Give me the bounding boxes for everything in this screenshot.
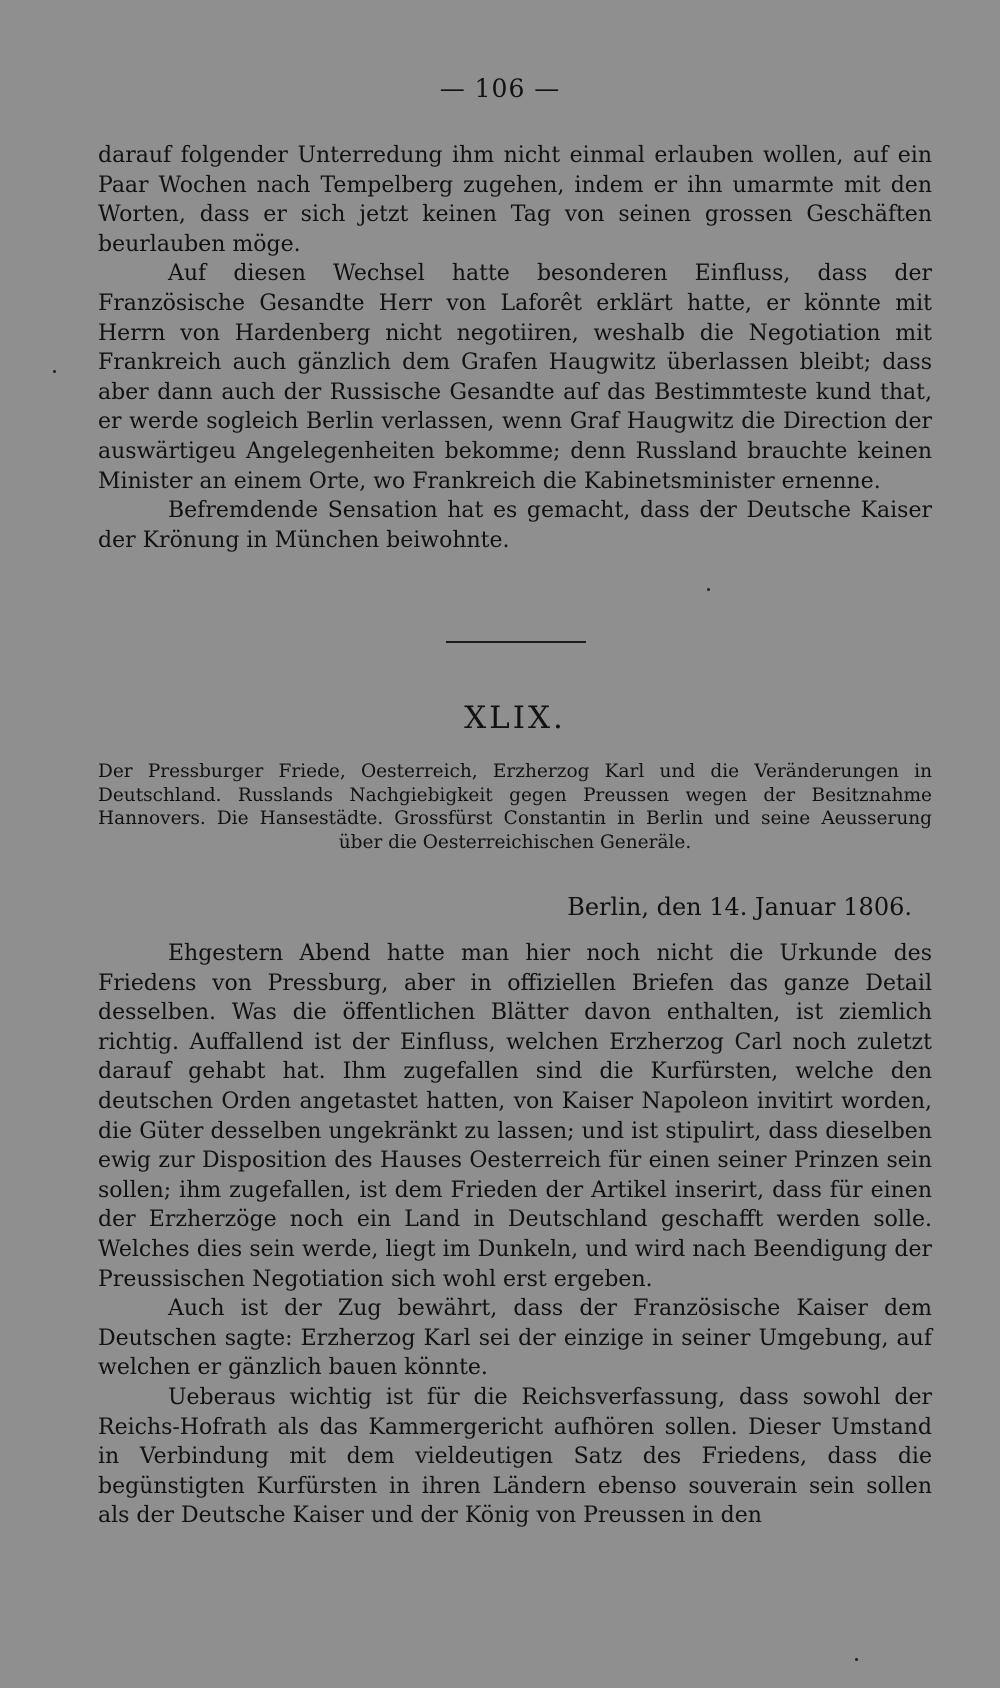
continuation-paragraph-3: Befremdende Sensation hat es gemacht, dass der Deutsche Kaiser der Krönung in München beiwohnte. <box>98 498 932 553</box>
print-speck <box>707 588 710 591</box>
letter-dateline: Berlin, den 14. Januar 1806. <box>567 893 912 921</box>
continuation-paragraph-1: darauf folgender Unterredung ihm nicht einmal erlauben wollen, auf ein Paar Wochen nach Tempelberg zugehen, indem er ihn umarmte mit den Worten, dass er sich jetzt keinen Tag von seinen grossen Geschäften beurlauben möge. <box>98 143 932 257</box>
page-number: — 106 — <box>439 74 561 103</box>
continuation-text <box>98 141 932 555</box>
continuation-paragraph-2: Auf diesen Wechsel hatte besonderen Einfluss, dass der Französische Gesandte Herr von Laforêt erklärt hatte, er könnte mit Herrn von Hardenberg nicht negotiiren, weshalb die Negotiation mit Frankreich auch gänzlich dem Grafen Haugwitz überlassen bleibt; dass aber dann auch der Russische Gesandte auf das Bestimmteste kund that, er werde sogleich Berlin verlassen, wenn Graf Haugwitz die Direction der auswärtigeu Angelegenheiten bekomme; denn Russland brauchte keinen Minister an einem Orte, wo Frankreich die Kabinetsminister ernenne. <box>98 261 932 494</box>
print-speck <box>855 1658 858 1661</box>
letter-paragraph-1: Ehgestern Abend hatte man hier noch nicht die Urkunde des Friedens von Pressburg, aber in offiziellen Briefen das ganze Detail desselben. Was die öffentlichen Blätter davon enthalten, ist ziemlich richtig. Auffallend ist der Einfluss, welchen Erzherzog Carl noch zuletzt darauf gehabt hat. Ihm zugefallen sind die Kurfürsten, welche den deutschen Orden angetastet hatten, von Kaiser Napoleon invitirt worden, die Güter desselben ungekränkt zu lassen; und ist stipulirt, dass dieselben ewig zur Disposition des Hauses Oesterreich für einen seiner Prinzen sein sollen; ihm zugefallen, ist dem Frieden der Artikel inserirt, dass für einen der Erzherzöge noch ein Land in Deutschland geschafft werden solle. Welches dies sein werde, liegt im Dunkeln, und wird nach Beendigung der Preussischen Negotiation sich wohl erst ergeben. <box>98 941 932 1292</box>
section-summary: Der Pressburger Friede, Oesterreich, Erzherzog Karl und die Veränderungen in Deutschland. Russlands Nachgiebigkeit gegen Preussen wegen der Besitznahme Hannovers. Die Hansestädte. Grossfürst Constantin in Berlin und seine Aeusserung über die Oesterreichischen Generäle. <box>98 761 932 853</box>
section-divider <box>446 641 586 643</box>
section-heading: XLIX. <box>464 700 566 736</box>
letter-paragraph-3: Ueberaus wichtig ist für die Reichsverfassung, dass sowohl der Reichs-Hofrath als das Kammergericht aufhören sollen. Dieser Umstand in Verbindung mit dem vieldeutigen Satz des Friedens, dass die begünstigten Kurfürsten in ihren Ländern ebenso souverain sein sollen als der Deutsche Kaiser und der König von Preussen in den <box>98 1384 932 1529</box>
print-speck <box>53 370 56 373</box>
letter-body <box>98 939 932 1531</box>
letter-paragraph-2: Auch ist der Zug bewährt, dass der Französische Kaiser dem Deutschen sagte: Erzherzog Karl sei der einzige in seiner Umgebung, auf welchen er gänzlich bauen könnte. <box>98 1296 932 1381</box>
